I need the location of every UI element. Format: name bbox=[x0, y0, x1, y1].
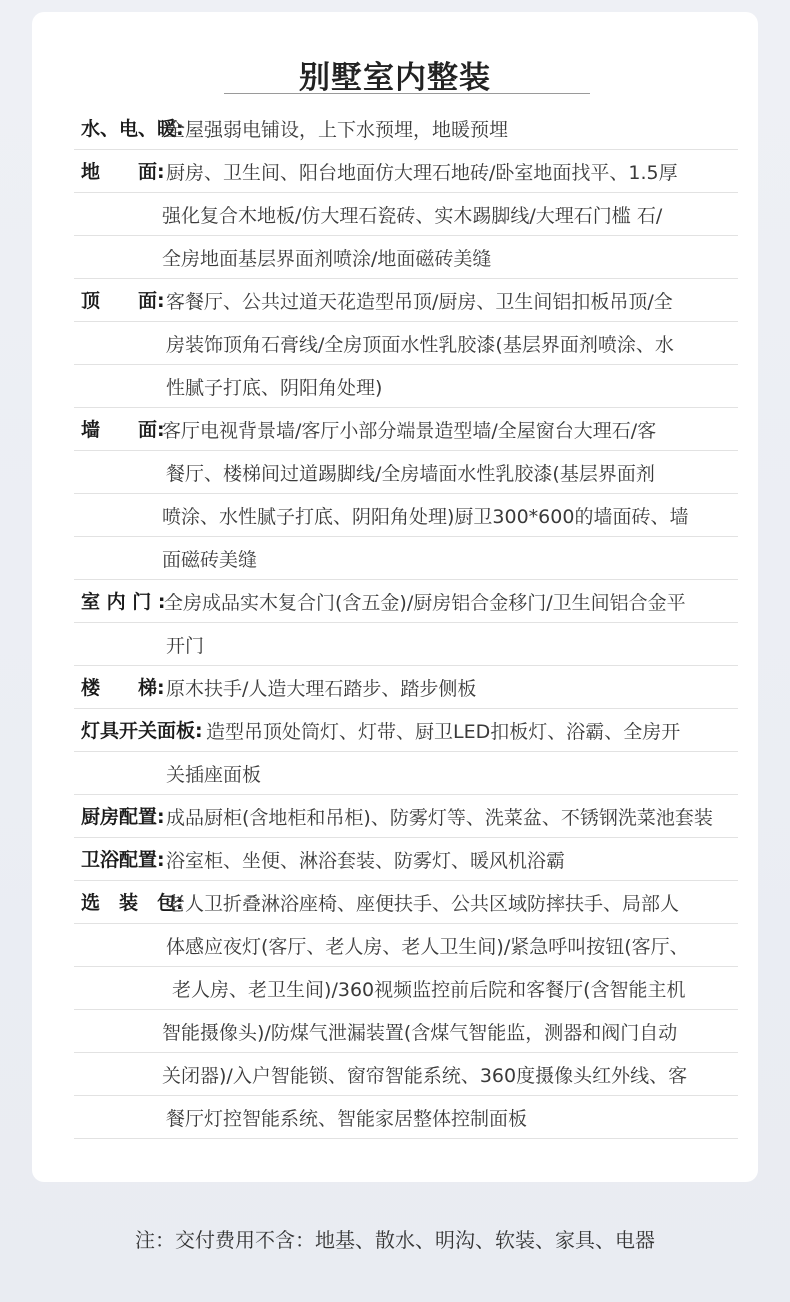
spec-row bbox=[74, 839, 738, 881]
spec-text: 浴室柜、坐便、淋浴套装、防雾灯、暖风机浴霸 bbox=[166, 850, 566, 872]
spec-label: 墙 面: bbox=[81, 419, 165, 441]
spec-row bbox=[74, 323, 738, 365]
spec-row bbox=[74, 280, 738, 322]
spec-row bbox=[74, 581, 738, 623]
spec-text: 全房地面基层界面剂喷涂/地面磁砖美缝 bbox=[162, 248, 492, 270]
spec-label: 厨房配置: bbox=[81, 806, 165, 828]
spec-text: 体感应夜灯(客厅、老人房、老人卫生间)/紧急呼叫按钮(客厅、 bbox=[166, 936, 689, 958]
spec-text: 关插座面板 bbox=[166, 764, 262, 786]
spec-text: 餐厅、楼梯间过道踢脚线/全房墙面水性乳胶漆(基层界面剂 bbox=[166, 463, 655, 485]
spec-row bbox=[74, 624, 738, 666]
spec-text: 厨房、卫生间、阳台地面仿大理石地砖/卧室地面找平、1.5厚 bbox=[166, 162, 678, 184]
spec-text: 老人卫折叠淋浴座椅、座便扶手、公共区域防摔扶手、局部人 bbox=[166, 893, 680, 915]
footnote: 注：交付费用不含：地基、散水、明沟、软装、家具、电器 bbox=[135, 1228, 655, 1252]
spec-row bbox=[74, 366, 738, 408]
spec-label: 卫浴配置: bbox=[81, 849, 165, 871]
spec-row bbox=[74, 1097, 738, 1139]
spec-label: 选 装 包: bbox=[81, 892, 184, 914]
spec-row bbox=[74, 796, 738, 838]
spec-row bbox=[74, 925, 738, 967]
spec-label: 楼 梯: bbox=[81, 677, 165, 699]
spec-list bbox=[32, 12, 758, 1182]
spec-text: 全房成品实木复合门(含五金)/厨房铝合金移门/卫生间铝合金平 bbox=[164, 592, 686, 614]
spec-row bbox=[74, 710, 738, 752]
spec-row bbox=[74, 968, 738, 1010]
spec-label: 地 面: bbox=[81, 161, 165, 183]
spec-text: 客厅电视背景墙/客厅小部分端景造型墙/全屋窗台大理石/客 bbox=[162, 420, 657, 442]
spec-row bbox=[74, 753, 738, 795]
spec-text: 房装饰顶角石膏线/全房顶面水性乳胶漆(基层界面剂喷涂、水 bbox=[166, 334, 674, 356]
spec-text: 成品厨柜(含地柜和吊柜)、防雾灯等、洗菜盆、不锈钢洗菜池套装 bbox=[166, 807, 713, 829]
spec-text: 造型吊顶处筒灯、灯带、厨卫LED扣板灯、浴霸、全房开 bbox=[206, 721, 681, 743]
spec-row bbox=[74, 452, 738, 494]
spec-label: 水、电、暖: bbox=[81, 118, 184, 140]
spec-row bbox=[74, 194, 738, 236]
spec-text: 智能摄像头)/防煤气泄漏装置(含煤气智能监，测器和阀门自动 bbox=[162, 1022, 678, 1044]
spec-text: 性腻子打底、阴阳角处理) bbox=[166, 377, 383, 399]
spec-row bbox=[74, 409, 738, 451]
spec-label: 室 内 门 : bbox=[81, 591, 166, 613]
spec-row bbox=[74, 495, 738, 537]
spec-label: 灯具开关面板: bbox=[81, 720, 203, 742]
spec-row bbox=[74, 882, 738, 924]
content-card bbox=[32, 12, 758, 1182]
spec-row bbox=[74, 151, 738, 193]
spec-row bbox=[74, 1054, 738, 1096]
page-title: 别墅室内整装 bbox=[299, 60, 491, 96]
spec-text: 客餐厅、公共过道天花造型吊顶/厨房、卫生间铝扣板吊顶/全 bbox=[166, 291, 673, 313]
spec-row bbox=[74, 538, 738, 580]
spec-row bbox=[74, 1011, 738, 1053]
spec-text: 原木扶手/人造大理石踏步、踏步侧板 bbox=[166, 678, 477, 700]
spec-text: 面磁砖美缝 bbox=[162, 549, 258, 571]
spec-text: 关闭器)/入户智能锁、窗帘智能系统、360度摄像头红外线、客 bbox=[162, 1065, 688, 1087]
spec-text: 开门 bbox=[166, 635, 205, 657]
spec-label: 顶 面: bbox=[81, 290, 165, 312]
spec-row bbox=[74, 667, 738, 709]
spec-row bbox=[74, 237, 738, 279]
spec-text: 强化复合木地板/仿大理石瓷砖、实木踢脚线/大理石门槛 石/ bbox=[162, 205, 663, 227]
spec-text: 全屋强弱电铺设，上下水预埋，地暖预埋 bbox=[166, 119, 509, 141]
spec-text: 喷涂、水性腻子打底、阴阳角处理)厨卫300*600的墙面砖、墙 bbox=[162, 506, 689, 528]
spec-text: 老人房、老卫生间)/360视频监控前后院和客餐厅(含智能主机 bbox=[166, 979, 686, 1001]
spec-text: 餐厅灯控智能系统、智能家居整体控制面板 bbox=[166, 1108, 528, 1130]
spec-row bbox=[74, 108, 738, 150]
